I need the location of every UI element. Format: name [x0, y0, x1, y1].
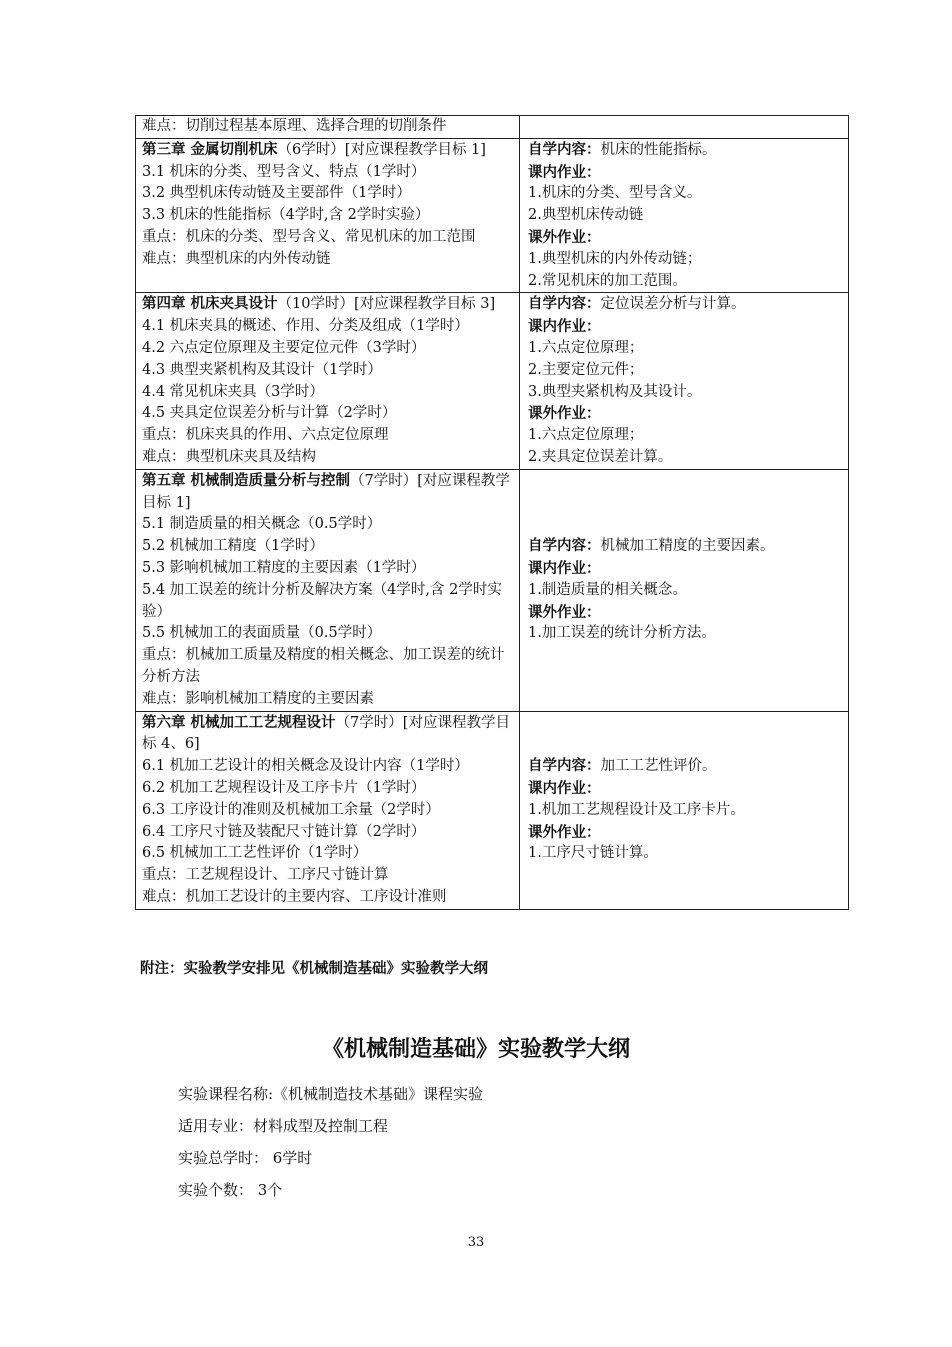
- in-class-label: 课内作业：: [528, 318, 601, 336]
- in-class-label: 课内作业：: [528, 779, 601, 797]
- chapter-line: 重点：机床的分类、型号含义、常见机床的加工范围: [142, 228, 476, 245]
- after-class-label: 课外作业：: [528, 228, 601, 246]
- chapter-line: 6.4 工序尺寸链及装配尺寸链计算（2学时）: [142, 823, 426, 840]
- chapter-line: 难点：机加工艺设计的主要内容、工序设计准则: [142, 888, 447, 905]
- info-experiment-count: 实验个数： 3个: [178, 1181, 283, 1199]
- in-class-item: 1.机加工艺规程设计及工序卡片。: [528, 801, 745, 818]
- info-major: 适用专业：材料成型及控制工程: [178, 1117, 389, 1135]
- self-study-text: 机床的性能指标。: [600, 141, 717, 158]
- table-row: [136, 138, 849, 293]
- in-class-item: 2.典型机床传动链: [528, 207, 644, 224]
- table-cell-left: [136, 116, 520, 139]
- chapter-hours: （10学时）[对应课程教学目标 3]: [277, 296, 496, 313]
- chapter-heading: [142, 470, 515, 515]
- chapter-line: 重点：机械加工质量及精度的相关概念、加工误差的统计分析方法: [142, 647, 505, 685]
- chapter-line: 重点：工艺规程设计、工序尺寸链计算: [142, 867, 389, 884]
- after-class-item: 1.典型机床的内外传动链；: [528, 250, 702, 267]
- self-study-label: 自学内容：: [528, 140, 601, 158]
- chapter-hours: （7学时）[对应课程教学目标 1]: [142, 472, 510, 511]
- chapter-content-cell: [136, 138, 520, 293]
- section-title: 《机械制造基础》实验教学大纲: [321, 1036, 630, 1062]
- in-class-item: 2.主要定位元件；: [528, 361, 644, 378]
- chapter-line: 6.1 机加工艺设计的相关概念及设计内容（1学时）: [142, 758, 469, 775]
- chapter-line: 3.1 机床的分类、型号含义、特点（1学时）: [142, 163, 426, 180]
- self-study-label: 自学内容：: [528, 757, 601, 775]
- in-class-label: 课内作业：: [528, 163, 601, 181]
- after-class-label: 课外作业：: [528, 405, 601, 423]
- chapter-line: 6.3 工序设计的准则及机械加工余量（2学时）: [142, 801, 440, 818]
- chapter-heading: [142, 712, 515, 757]
- appendix-note: 附注：实验教学安排见《机械制造基础》实验教学大纲: [140, 960, 488, 977]
- chapter-title: 第四章 机床夹具设计: [142, 295, 278, 313]
- chapter-line: 3.2 典型机床传动链及主要部件（1学时）: [142, 185, 411, 202]
- in-class-label: 课内作业：: [528, 559, 601, 577]
- chapter-line: 4.3 典型夹紧机构及其设计（1学时）: [142, 361, 382, 378]
- chapter-hours: （6学时）[对应课程教学目标 1]: [277, 141, 486, 158]
- after-class-label: 课外作业：: [528, 603, 601, 621]
- chapter-line: 重点：机床夹具的作用、六点定位原理: [142, 427, 389, 444]
- self-study-line: [528, 535, 844, 558]
- assignment-cell: [520, 138, 849, 293]
- in-class-item: 1.六点定位原理；: [528, 339, 644, 356]
- self-study-line: [528, 755, 844, 778]
- chapter-line: 5.4 加工误差的统计分析及解决方案（4学时,含 2学时实验）: [142, 581, 502, 620]
- chapter-line: 难点：典型机床的内外传动链: [142, 250, 331, 267]
- self-study-label: 自学内容：: [528, 295, 601, 313]
- table-row: [136, 469, 849, 711]
- chapter-line: 5.2 机械加工精度（1学时）: [142, 538, 324, 555]
- chapter-title: 第五章 机械制造质量分析与控制: [142, 471, 351, 489]
- in-class-item: 3.典型夹紧机构及其设计。: [528, 383, 702, 400]
- chapter-content-cell: [136, 293, 520, 469]
- after-class-item: 2.夹具定位误差计算。: [528, 448, 673, 465]
- after-class-item: 2.常见机床的加工范围。: [528, 272, 687, 289]
- chapter-title: 第三章 金属切削机床: [142, 140, 278, 158]
- chapter-line: 5.1 制造质量的相关概念（0.5学时）: [142, 516, 382, 533]
- in-class-item: 1.制造质量的相关概念。: [528, 581, 687, 598]
- chapter-title: 第六章 机械加工工艺规程设计: [142, 713, 336, 731]
- info-total-hours: 实验总学时： 6学时: [178, 1149, 313, 1167]
- chapter-line: 4.5 夹具定位误差分析与计算（2学时）: [142, 405, 397, 422]
- chapter-line: 6.5 机械加工工艺性评价（1学时）: [142, 845, 368, 862]
- after-class-item: 1.工序尺寸链计算。: [528, 845, 658, 862]
- assignment-cell: [520, 293, 849, 469]
- chapter-line: 难点：典型机床夹具及结构: [142, 448, 316, 465]
- after-class-item: 1.加工误差的统计分析方法。: [528, 625, 716, 642]
- self-study-line: [528, 293, 844, 316]
- chapter-line: 4.2 六点定位原理及主要定位元件（3学时）: [142, 339, 426, 356]
- chapter-content-cell: [136, 469, 520, 711]
- self-study-label: 自学内容：: [528, 537, 601, 555]
- difficulty-line: 难点：切削过程基本原理、选择合理的切削条件: [142, 118, 447, 134]
- assignment-cell: [520, 711, 849, 909]
- self-study-text: 定位误差分析与计算。: [600, 296, 746, 313]
- course-outline-table: [135, 115, 849, 910]
- table-row: [136, 293, 849, 469]
- chapter-line: 3.3 机床的性能指标（4学时,含 2学时实验）: [142, 207, 430, 224]
- in-class-item: 1.机床的分类、型号含义。: [528, 185, 702, 202]
- chapter-line: 4.4 常见机床夹具（3学时）: [142, 383, 324, 400]
- chapter-heading: [142, 139, 515, 162]
- after-class-label: 课外作业：: [528, 823, 601, 841]
- table-row: [136, 711, 849, 909]
- self-study-line: [528, 139, 844, 162]
- self-study-text: 加工工艺性评价。: [600, 758, 717, 775]
- page-number: 33: [467, 1235, 485, 1250]
- table-cell-right: [520, 116, 849, 139]
- chapter-line: 4.1 机床夹具的概述、作用、分类及组成（1学时）: [142, 318, 469, 335]
- table-row: [136, 116, 849, 139]
- info-course-name: 实验课程名称:《机械制造技术基础》课程实验: [178, 1085, 484, 1103]
- chapter-heading: [142, 293, 515, 316]
- assignment-cell: [520, 469, 849, 711]
- chapter-line: 难点：影响机械加工精度的主要因素: [142, 690, 374, 707]
- chapter-line: 6.2 机加工艺规程设计及工序卡片（1学时）: [142, 779, 426, 796]
- chapter-content-cell: [136, 711, 520, 909]
- chapter-hours: （7学时）[对应课程教学目标 4、6]: [142, 714, 510, 753]
- chapter-line: 5.5 机械加工的表面质量（0.5学时）: [142, 625, 382, 642]
- self-study-text: 机械加工精度的主要因素。: [600, 538, 775, 555]
- chapter-line: 5.3 影响机械加工精度的主要因素（1学时）: [142, 559, 426, 576]
- after-class-item: 1.六点定位原理；: [528, 427, 644, 444]
